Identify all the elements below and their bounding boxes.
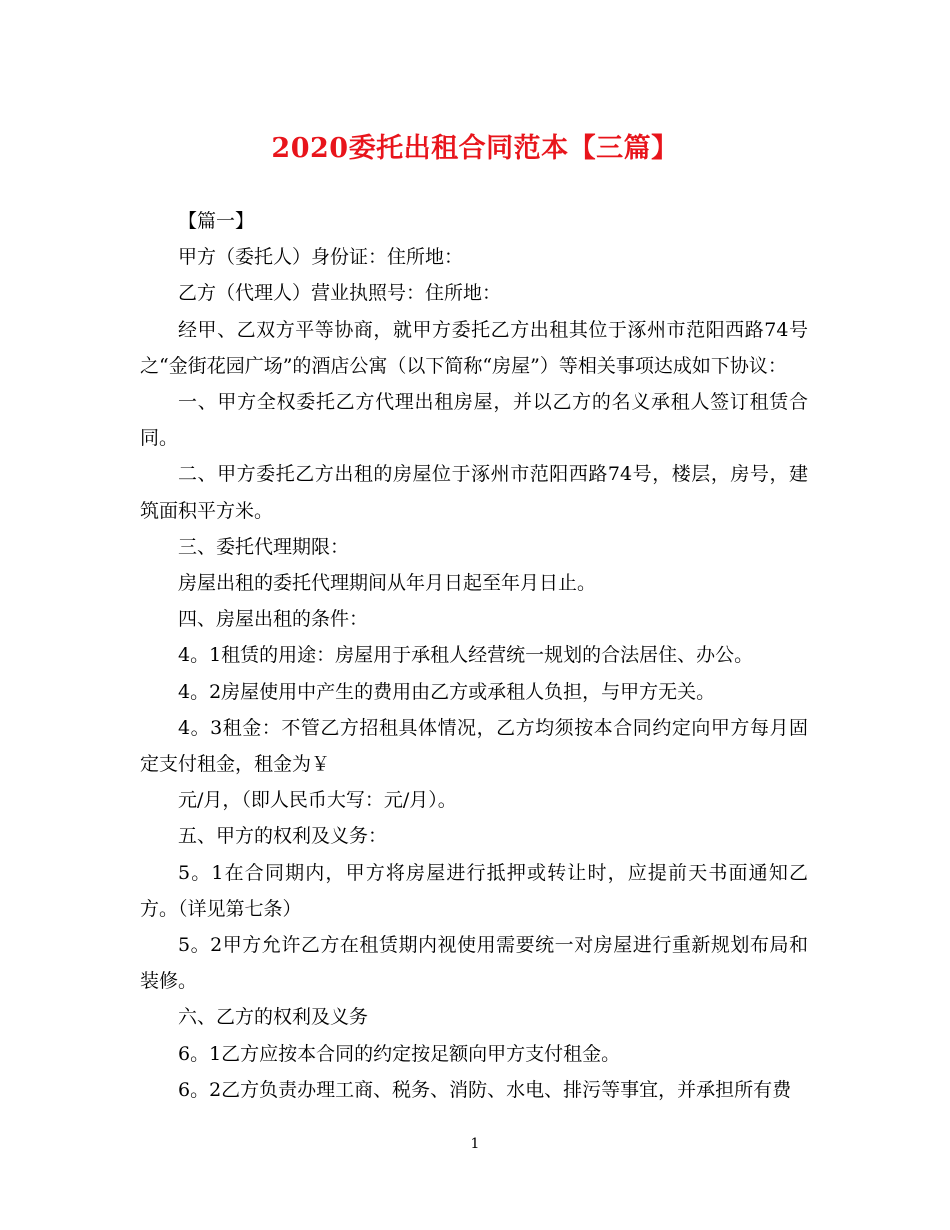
paragraph: 四、房屋出租的条件： (178, 608, 369, 631)
paragraph: 元/月，（即人民币大写：元/月）。 (178, 789, 457, 812)
paragraph: 5。1在合同期内，甲方将房屋进行抵押或转让时，应提前天书面通知乙方。（详见第七条） (140, 861, 808, 920)
paragraph: 二、甲方委托乙方出租的房屋位于涿州市范阳西路74号，楼层，房号，建筑面积平方米。 (140, 463, 808, 522)
document-body (140, 203, 808, 1108)
document-title: 2020委托出租合同范本【三篇】 (271, 133, 679, 164)
paragraph: 三、委托代理期限： (178, 535, 350, 558)
paragraph: 4。3租金：不管乙方招租具体情况，乙方均须按本合同约定向甲方每月固定支付租金，租金为￥ (140, 716, 808, 776)
paragraph: 4。1租赁的用途：房屋用于承租人经营统一规划的合法居住、办公。 (178, 644, 754, 667)
paragraph: 乙方（代理人）营业执照号：住所地： (178, 282, 502, 305)
paragraph: 五、甲方的权利及义务： (178, 825, 388, 848)
paragraph: 4。2房屋使用中产生的费用由乙方或承租人负担，与甲方无关。 (178, 680, 716, 703)
section-heading: 【篇一】 (178, 210, 255, 232)
paragraph: 6。2乙方负责办理工商、税务、消防、水电、排污等事宜，并承担所有费 (178, 1078, 792, 1101)
paragraph: 六、乙方的权利及义务 (178, 1006, 369, 1029)
page-number: 1 (470, 1136, 480, 1152)
paragraph: 甲方（委托人）身份证：住所地： (178, 246, 464, 269)
paragraph: 6。1乙方应按本合同的约定按足额向甲方支付租金。 (178, 1042, 621, 1065)
paragraph: 经甲、乙双方平等协商，就甲方委托乙方出租其位于涿州市范阳西路74号之“金街花园广场”的酒店公寓（以下简称“房屋”）等相关事项达成如下协议： (140, 318, 808, 377)
paragraph: 房屋出租的委托代理期间从年月日起至年月日止。 (178, 572, 597, 595)
paragraph: 5。2甲方允许乙方在租赁期内视使用需要统一对房屋进行重新规划布局和装修。 (140, 934, 808, 993)
paragraph: 一、甲方全权委托乙方代理出租房屋，并以乙方的名义承租人签订租赁合同。 (140, 391, 808, 450)
